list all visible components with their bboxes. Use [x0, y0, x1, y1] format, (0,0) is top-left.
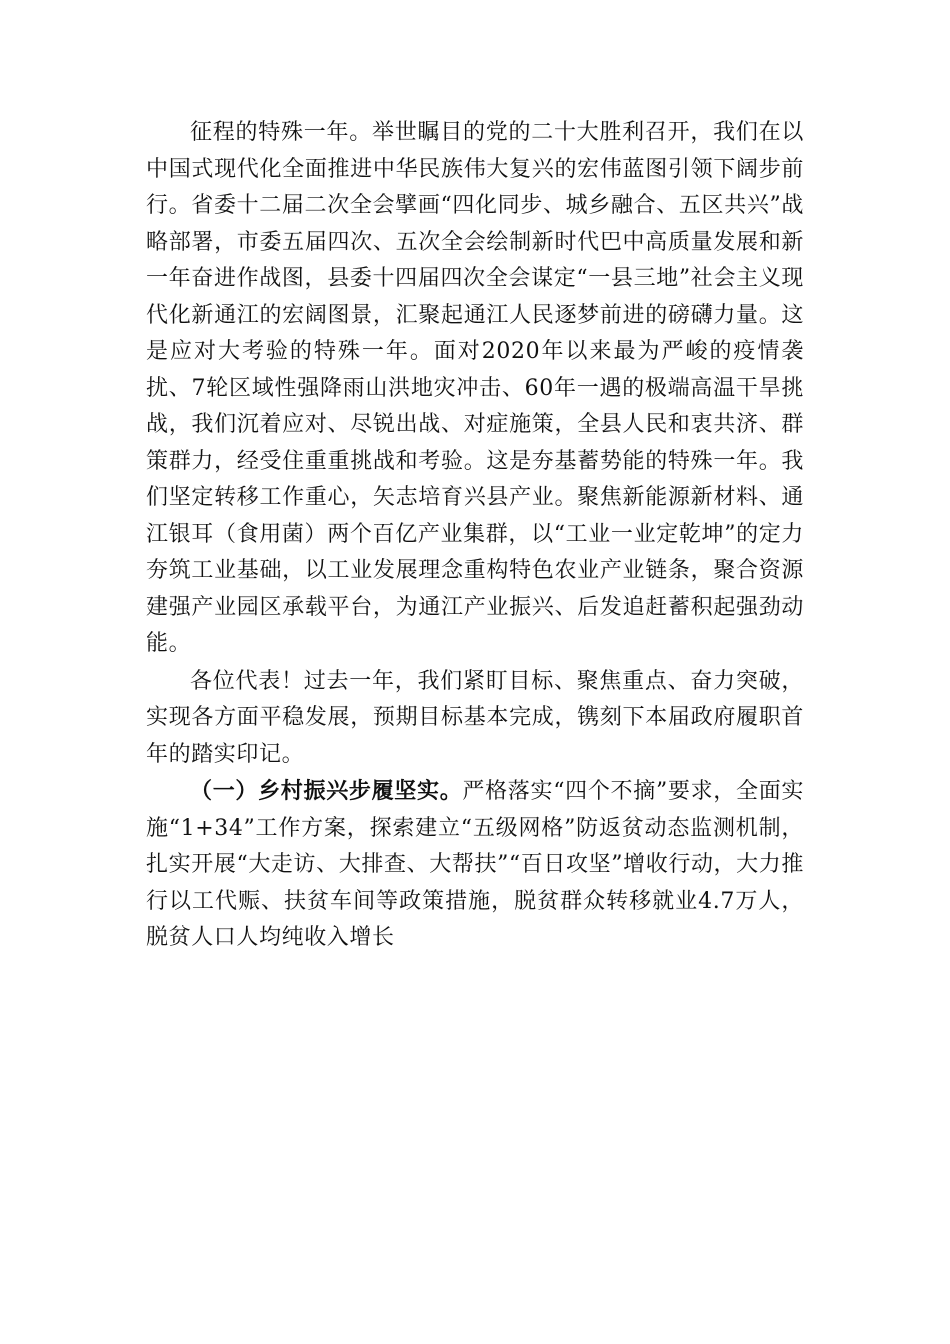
paragraph-2 [146, 663, 804, 774]
paragraph-1-text: 征程的特殊一年。举世瞩目的党的二十大胜利召开，我们在以中国式现代化全面推进中华民族伟大复兴的宏伟蓝图引领下阔步前行。省委十二届二次全会擘画“四化同步、城乡融合、五区共兴”战略部署，市委五届四次、五次全会绘制新时代巴中高质量发展和新一年奋进作战图，县委十四届四次全会谋定“一县三地”社会主义现代化新通江的宏阔图景，汇聚起通江人民逐梦前进的磅礴力量。这是应对大考验的特殊一年。面对2020年以来最为严峻的疫情袭扰、7轮区域性强降雨山洪地灾冲击、60年一遇的极端高温干旱挑战，我们沉着应对、尽锐出战、对症施策，全县人民和衷共济、群策群力，经受住重重挑战和考验。这是夯基蓄势能的特殊一年。我们坚定转移工作重心，矢志培育兴县产业。聚焦新能源新材料、通江银耳（食用菌）两个百亿产业集群，以“工业一业定乾坤”的定力夯筑工业基础，以工业发展理念重构特色农业产业链条，聚合资源建强产业园区承载平台，为通江产业振兴、后发追赶蓄积起强劲动能。 [146, 120, 804, 656]
paragraph-3-text: 严格落实“四个不摘”要求，全面实施“1+34”工作方案，探索建立“五级网格”防返贫动态监测机制，扎实开展“大走访、大排查、大帮扶”“百日攻坚”增收行动，大力推行以工代赈、扶贫车间等政策措施，脱贫群众转移就业4.7万人，脱贫人口人均纯收入增长 [146, 779, 804, 950]
paragraph-3-lead: （一）乡村振兴步履坚实。 [190, 778, 463, 804]
document-body [146, 114, 804, 957]
paragraph-2-text: 各位代表！过去一年，我们紧盯目标、聚焦重点、奋力突破，实现各方面平稳发展，预期目标基本完成，镌刻下本届政府履职首年的踏实印记。 [146, 668, 804, 767]
paragraph-3 [146, 773, 804, 957]
paragraph-1 [146, 114, 804, 663]
